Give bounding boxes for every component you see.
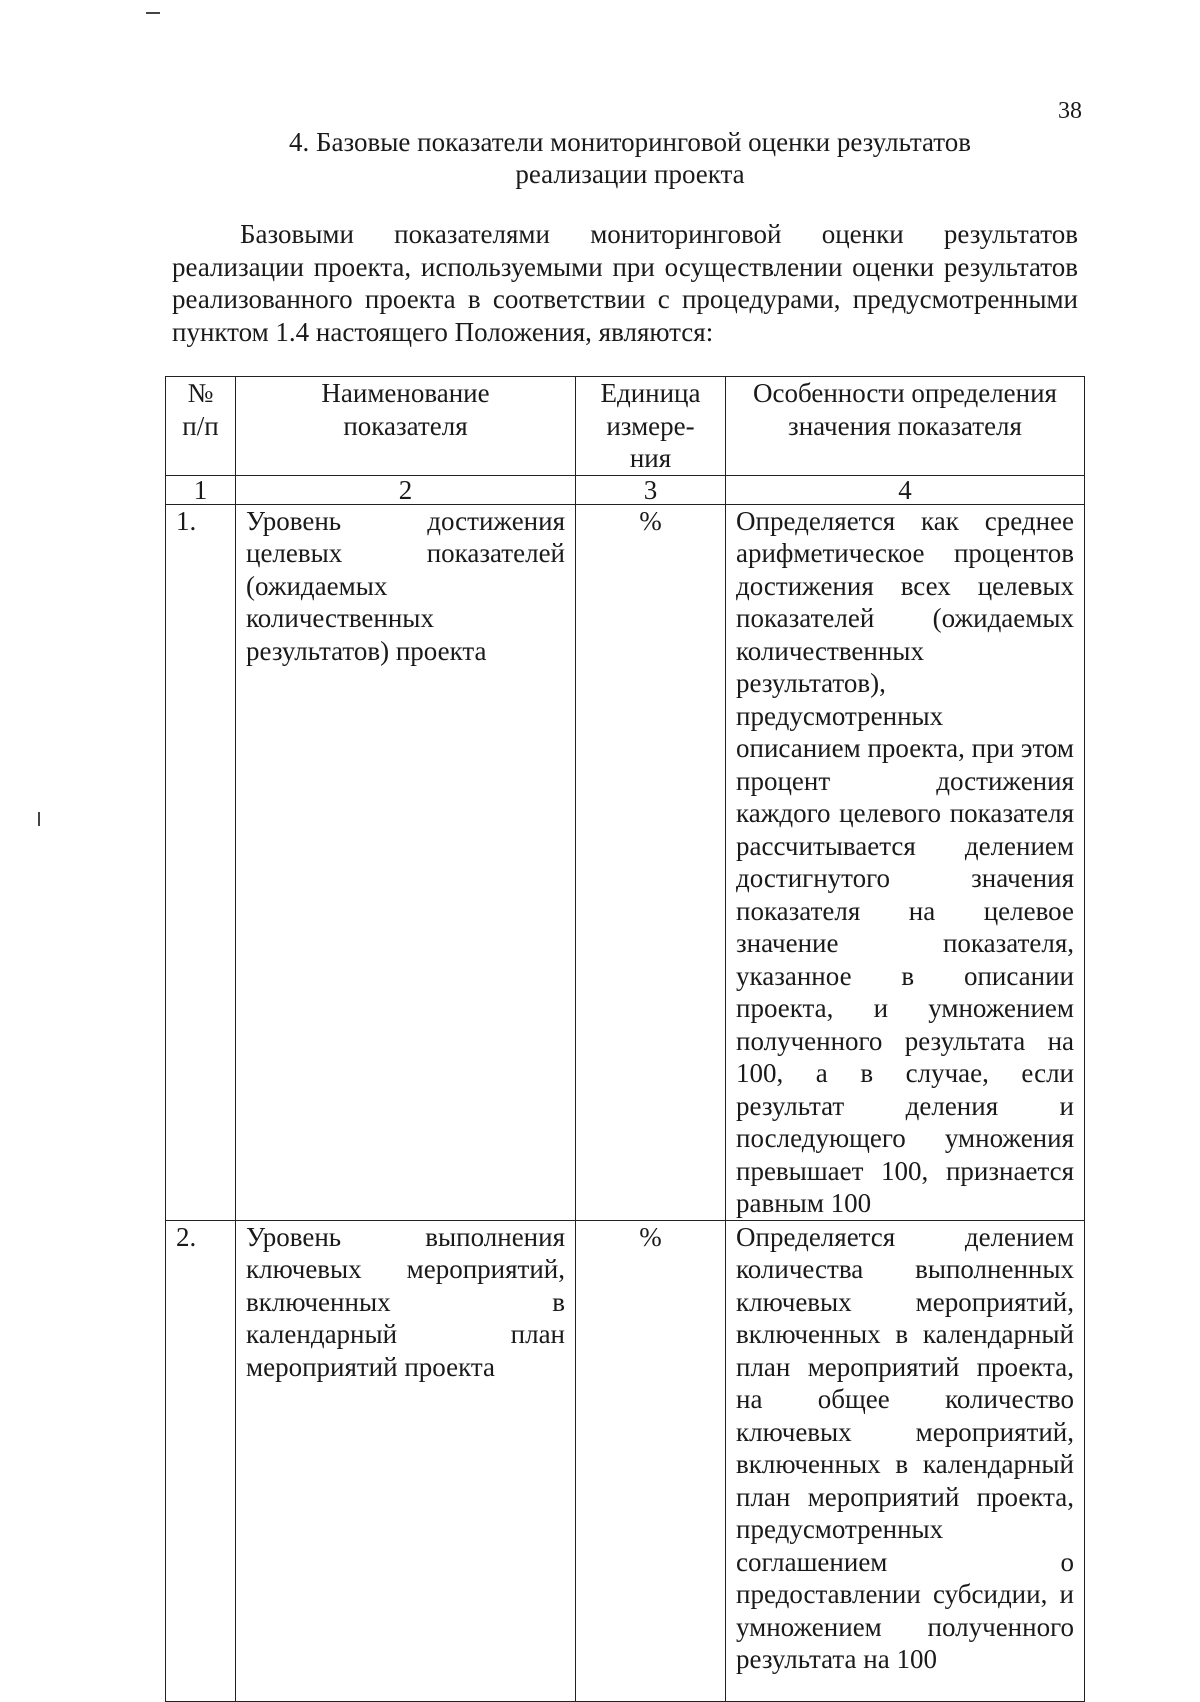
header-num-line2: п/п bbox=[182, 410, 219, 441]
header-name-line2: показателя bbox=[343, 410, 468, 441]
indicator-unit: % bbox=[576, 504, 726, 1220]
column-number: 1 bbox=[166, 475, 236, 504]
table-row bbox=[166, 1220, 1085, 1701]
header-unit bbox=[576, 377, 726, 476]
table-row bbox=[166, 504, 1085, 1220]
header-name bbox=[236, 377, 576, 476]
indicator-description: Определяется как среднее арифметическое процентов достижения всех целевых показателей (ожидаемых количественных результатов), предусмотренных описанием проекта, при этом процент достижения каждого целевого показателя рассчитывается делением достигнутого значения показателя на целевое значение показателя, указанное в описании проекта, и умножением полученного результата на 100, а в случае, если результат деления и последующего умножения превышает 100, признается равным 100 bbox=[726, 504, 1085, 1220]
header-desc bbox=[726, 377, 1085, 476]
header-unit-line2: измере- bbox=[606, 410, 695, 441]
page-number: 38 bbox=[1058, 98, 1082, 124]
section-title bbox=[180, 126, 1080, 190]
scan-artifact bbox=[146, 12, 160, 14]
header-desc-line2: значения показателя bbox=[788, 410, 1022, 441]
table-header-row bbox=[166, 377, 1085, 476]
header-num-line1: № bbox=[187, 378, 214, 408]
header-name-line1: Наименование bbox=[321, 378, 490, 408]
indicator-unit: % bbox=[576, 1220, 726, 1701]
header-unit-line3: ния bbox=[629, 443, 672, 473]
indicators-table bbox=[165, 376, 1085, 1702]
column-number: 2 bbox=[236, 475, 576, 504]
scan-artifact bbox=[38, 812, 40, 826]
indicator-description: Определяется делением количества выполненных ключевых мероприятий, включенных в календарный план мероприятий проекта, на общее количество ключевых мероприятий, включенных в календарный план мероприятий проекта, предусмотренных соглашением о предоставлении субсидии, и умножением полученного результата на 100 bbox=[726, 1220, 1085, 1701]
row-number: 2. bbox=[166, 1220, 236, 1701]
column-number: 4 bbox=[726, 475, 1085, 504]
column-number-row bbox=[166, 475, 1085, 504]
header-num bbox=[166, 377, 236, 476]
column-number: 3 bbox=[576, 475, 726, 504]
header-unit-line1: Единица bbox=[600, 378, 701, 408]
indicator-name: Уровень достижения целевых показателей (ожидаемых количественных результатов) проекта bbox=[236, 504, 576, 1220]
section-title-line2: реализации проекта bbox=[515, 159, 745, 189]
header-desc-line1: Особенности определения bbox=[753, 378, 1057, 408]
row-number: 1. bbox=[166, 504, 236, 1220]
section-title-line1: 4. Базовые показатели мониторинговой оценки результатов bbox=[289, 127, 971, 157]
indicator-name: Уровень выполнения ключевых мероприятий, включенных в календарный план мероприятий проекта bbox=[236, 1220, 576, 1701]
intro-paragraph: Базовыми показателями мониторинговой оценки результатов реализации проекта, используемыми при осуществлении оценки результатов реализованного проекта в соответствии с процедурами, предусмотренными пунктом 1.4 настоящего Положения, являются: bbox=[172, 219, 1078, 347]
